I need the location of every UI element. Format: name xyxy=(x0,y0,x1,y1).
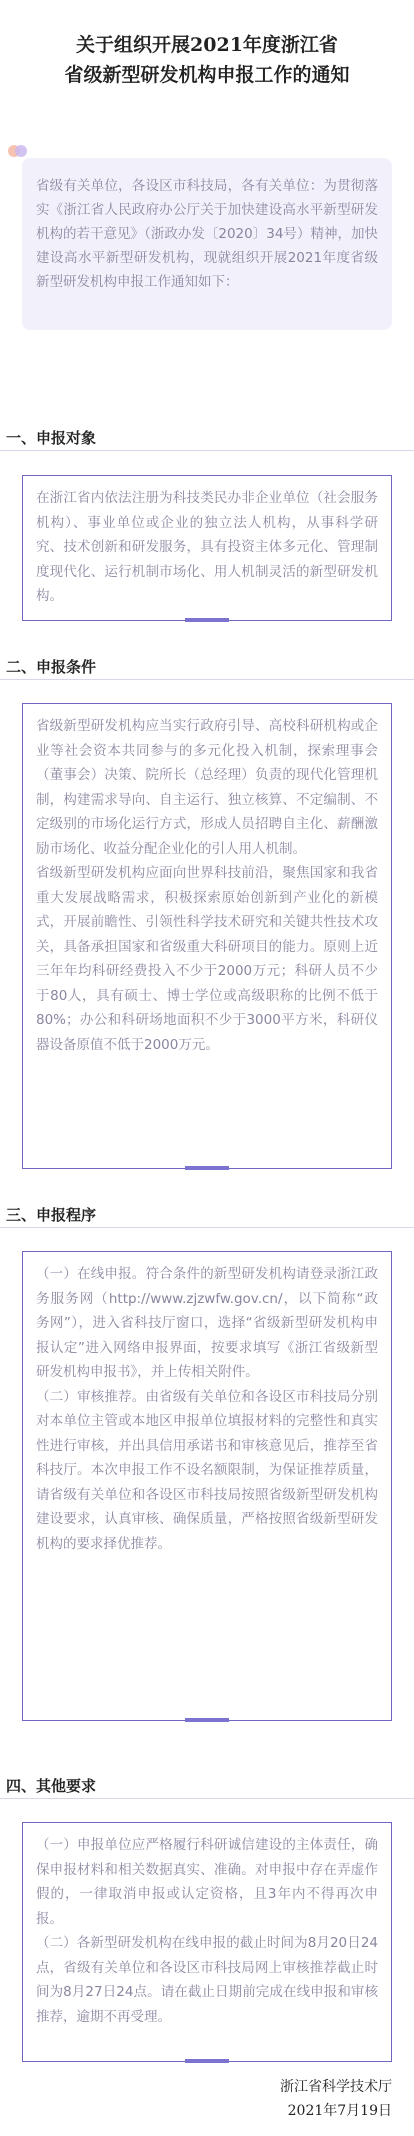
section-3-paragraph-2: （二）审核推荐。由省级有关单位和各设区市科技局分别对本单位主管或本地区申报单位填报材料的完整性和真实性进行审核，并出具信用承诺书和审核意见后，推荐至省科技厅。本次申报工作不设名额限制，为保证推荐质量，请省级有关单位和各设区市科技局按照省级新型研发机构建设要求，认真审核、确保质量，严格按照省级新型研发机构的要求择优推荐。 xyxy=(36,1388,378,1552)
intro-text: 省级有关单位，各设区市科技局，各有关单位：为贯彻落实《浙江省人民政府办公厅关于加快建设高水平新型研发机构的若干意见》（浙政办发〔2020〕34号）精神，加快建设高水平新型研发机构，现就组织开展2021年度省级新型研发机构申报工作通知如下： xyxy=(36,178,378,290)
section-divider-1 xyxy=(0,450,414,451)
box-accent-bar xyxy=(185,1166,229,1170)
section-title-1: 一、申报对象 xyxy=(6,429,97,447)
page-title xyxy=(0,30,414,90)
section-3-paragraph-1: （一）在线申报。符合条件的新型研发机构请登录浙江政务服务网（http://www.zjzwfw.gov.cn/，以下简称“政务网”），进入省科技厅窗口，选择“省级新型研发机构申报认定”进入网络申报界面，按要求填写《浙江省级新型研发机构申报书》，并上传相关附件。 xyxy=(36,1266,378,1380)
section-title-2: 二、申报条件 xyxy=(6,658,97,676)
section-box-1 xyxy=(22,475,392,621)
section-divider-3 xyxy=(0,1227,414,1228)
section-box-3 xyxy=(22,1251,392,1721)
section-2-paragraph-1: 省级新型研发机构应当实行政府引导、高校科研机构或企业等社会资本共同参与的多元化投入机制，探索理事会（董事会）决策、院所长（总经理）负责的现代化管理机制，构建需求导向、自主运行、独立核算、不定编制、不定级别的市场化运行方式，形成人员招聘自主化、薪酬激励市场化、收益分配企业化的引人用人机制。 xyxy=(36,718,378,857)
section-title-4: 四、其他要求 xyxy=(6,1777,97,1795)
section-4-paragraph-1: （一）申报单位应严格履行科研诚信建设的主体责任，确保申报材料和相关数据真实、准确。对申报中存在弄虚作假的，一律取消申报或认定资格，且3年内不得再次申报。 xyxy=(36,1837,378,1927)
title-line-2: 省级新型研发机构申报工作的通知 xyxy=(64,64,350,86)
box-accent-bar xyxy=(185,2059,229,2063)
title-line-1: 关于组织开展2021年度浙江省 xyxy=(76,34,338,56)
box-accent-bar xyxy=(185,618,229,622)
signature-org: 浙江省科学技术厅 xyxy=(280,2079,392,2095)
section-2-paragraph-2: 省级新型研发机构应面向世界科技前沿，聚焦国家和我省重大发展战略需求，积极探索原始创新到产业化的新模式，开展前瞻性、引领性科学技术研究和关键共性技术攻关，具备承担国家和省级重大科研项目的能力。原则上近三年年均科研经费投入不少于2000万元；科研人员不少于80人，具有硕士、博士学位或高级职称的比例不低于80%；办公和科研场地面积不少于3000平方米，科研仪器设备原值不低于2000万元。 xyxy=(36,865,378,1053)
signature-date: 2021年7月19日 xyxy=(287,2103,392,2119)
section-divider-2 xyxy=(0,679,414,680)
section-title-3: 三、申报程序 xyxy=(6,1206,97,1224)
section-box-2 xyxy=(22,703,392,1169)
section-1-paragraph-1: 在浙江省内依法注册为科技类民办非企业单位（社会服务机构）、事业单位或企业的独立法人机构，从事科学研究、技术创新和研发服务，具有投资主体多元化、管理制度现代化、运行机制市场化、用人机制灵活的新型研发机构。 xyxy=(36,490,378,604)
section-box-4 xyxy=(22,1822,392,2062)
box-accent-bar xyxy=(185,1718,229,1722)
decor-dots-icon xyxy=(8,145,38,159)
section-4-paragraph-2: （二）各新型研发机构在线申报的截止时间为8月20日24点，省级有关单位和各设区市科技局网上审核推荐截止时间为8月27日24点。请在截止日期前完成在线申报和审核推荐，逾期不再受理。 xyxy=(36,1935,378,2025)
intro-card xyxy=(22,158,392,330)
section-divider-4 xyxy=(0,1798,414,1799)
